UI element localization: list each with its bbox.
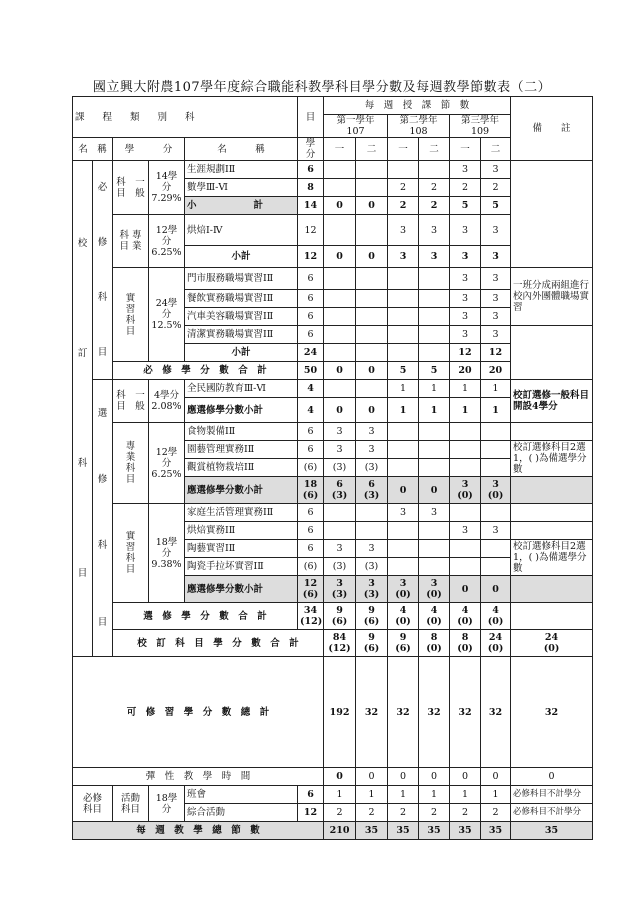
cell: 35 xyxy=(481,822,511,840)
cell xyxy=(324,268,356,290)
sem: 一 xyxy=(450,138,481,161)
cell xyxy=(450,459,481,477)
cell: (6) xyxy=(298,459,324,477)
cell: 2 xyxy=(356,804,388,822)
cell xyxy=(388,423,419,441)
cell xyxy=(324,326,356,344)
subject-name: 全民國防教育Ⅲ-Ⅵ xyxy=(185,380,298,398)
subject-name: 生涯規劃ⅠⅡ xyxy=(185,161,298,179)
group-general-credits: 14學分 7.29% xyxy=(149,161,185,215)
group-general-elective: 科 一 目 般 xyxy=(113,380,149,423)
cell: (3) xyxy=(356,459,388,477)
cell: 1 xyxy=(481,380,511,398)
flex-time-label: 彈 性 教 學 時 間 xyxy=(73,768,324,786)
group-professional-elective-credits: 12學分 6.25% xyxy=(149,423,185,504)
cell: 18 (6) xyxy=(298,477,324,504)
cell: 6 xyxy=(298,522,324,540)
cell: 20 xyxy=(450,362,481,380)
note-empty xyxy=(511,576,593,603)
cell: 3 xyxy=(450,161,481,179)
sem: 一 xyxy=(388,138,419,161)
cell: 6 xyxy=(298,786,324,804)
cell: 3 xyxy=(481,215,511,246)
note-group-practice: 一班分成兩組進行校內外團體職場實習 xyxy=(511,268,593,326)
cell: 0 xyxy=(324,398,356,423)
cell xyxy=(450,540,481,558)
cell: 3 xyxy=(450,522,481,540)
cell: 3 (3) xyxy=(324,576,356,603)
cell: 2 xyxy=(419,804,450,822)
subject-name: 家庭生活管理實務ⅠⅡ xyxy=(185,504,298,522)
elective-total-label: 選 修 學 分 數 合 計 xyxy=(113,603,298,630)
cell xyxy=(481,504,511,522)
cell: 0 xyxy=(356,398,388,423)
cell: 1 xyxy=(388,398,419,423)
cell xyxy=(356,522,388,540)
curriculum-table xyxy=(72,96,593,840)
cell: 9 (6) xyxy=(356,603,388,630)
header-xue: 學 分 xyxy=(113,138,185,161)
cell: 2 xyxy=(388,804,419,822)
cell: 3 xyxy=(481,308,511,326)
cell: 192 xyxy=(324,657,356,768)
subject-name: 綜合活動 xyxy=(185,804,298,822)
cell: 3 xyxy=(388,504,419,522)
cell: 4 (0) xyxy=(450,603,481,630)
note-activity: 必修科目不計學分 xyxy=(511,804,593,822)
cell: 3 xyxy=(450,290,481,308)
note-empty xyxy=(511,504,593,522)
cell: (3) xyxy=(324,558,356,576)
cell: 0 xyxy=(324,246,356,268)
cell: 6 (3) xyxy=(324,477,356,504)
cell: 2 xyxy=(450,804,481,822)
cell xyxy=(388,540,419,558)
cell: 0 xyxy=(356,768,388,786)
subject-name: 班會 xyxy=(185,786,298,804)
cell: 3 xyxy=(481,522,511,540)
cell: 32 xyxy=(356,657,388,768)
sem: 一 xyxy=(324,138,356,161)
cell xyxy=(388,308,419,326)
cell xyxy=(481,558,511,576)
cell: 0 xyxy=(481,576,511,603)
cell: 84 (12) xyxy=(324,630,356,657)
cell xyxy=(419,522,450,540)
cell: 6 xyxy=(298,504,324,522)
subtotal-label: 應選修學分數小計 xyxy=(185,477,298,504)
cell xyxy=(324,504,356,522)
cell: 34 (12) xyxy=(298,603,324,630)
cell: 3 xyxy=(481,246,511,268)
cell: 3 xyxy=(481,290,511,308)
cell: 6 xyxy=(298,423,324,441)
cell: 1 xyxy=(324,786,356,804)
cell xyxy=(419,344,450,362)
cell: 0 xyxy=(356,246,388,268)
required-total-label: 必 修 學 分 數 合 計 xyxy=(113,362,298,380)
cell: 2 xyxy=(481,179,511,197)
cell: 0 xyxy=(324,362,356,380)
cell xyxy=(356,290,388,308)
cell: 3 xyxy=(419,215,450,246)
cell: 0 xyxy=(450,576,481,603)
cell: 32 xyxy=(419,657,450,768)
cell: (3) xyxy=(324,459,356,477)
cell: 50 xyxy=(298,362,324,380)
cell xyxy=(481,459,511,477)
header-name2: 名 稱 xyxy=(185,138,298,161)
cell: 8 xyxy=(298,179,324,197)
cell: 1 xyxy=(450,786,481,804)
cell: 3 (0) xyxy=(388,576,419,603)
header-note: 備 註 xyxy=(511,97,593,161)
cell: 4 (0) xyxy=(388,603,419,630)
cell: 3 xyxy=(481,326,511,344)
cell xyxy=(324,290,356,308)
cell: 2 xyxy=(450,179,481,197)
cell: 3 xyxy=(356,423,388,441)
cell xyxy=(388,326,419,344)
cell: 3 xyxy=(356,540,388,558)
cell: 1 xyxy=(388,786,419,804)
cell xyxy=(419,268,450,290)
page-title: 國立興大附農107學年度綜合職能科教學科目學分數及每週教學節數表（二） xyxy=(92,80,552,95)
cell xyxy=(388,161,419,179)
note-homeroom: 必修科目不計學分 xyxy=(511,786,593,804)
header-year3: 第三學年 109 xyxy=(450,115,511,138)
cell: 35 xyxy=(511,822,593,840)
cell: 35 xyxy=(356,822,388,840)
subtotal-label: 小 計 xyxy=(185,197,298,215)
cell: (3) xyxy=(356,558,388,576)
cell: 6 xyxy=(298,326,324,344)
note-professional-elective: 校訂選修科目2選1，( )為備選學分數 xyxy=(511,441,593,477)
header-weekly: 每 週 授 課 節 數 xyxy=(324,97,511,115)
cell xyxy=(388,441,419,459)
cell: 0 xyxy=(511,768,593,786)
cell xyxy=(388,344,419,362)
cell xyxy=(419,459,450,477)
cell: 0 xyxy=(388,768,419,786)
cell: 9 (6) xyxy=(388,630,419,657)
sem: 二 xyxy=(356,138,388,161)
subject-name: 觀賞植物栽培ⅠⅡ xyxy=(185,459,298,477)
note-empty xyxy=(511,161,593,268)
cell: 24 (0) xyxy=(511,630,593,657)
cell: 1 xyxy=(388,380,419,398)
note-empty xyxy=(511,423,593,441)
cell xyxy=(324,215,356,246)
cell: 6 xyxy=(298,268,324,290)
cell: 4 (0) xyxy=(419,603,450,630)
subtotal-label: 小計 xyxy=(185,246,298,268)
cell: 6 xyxy=(298,161,324,179)
cell: 12 xyxy=(298,804,324,822)
grand-total-label: 可 修 習 學 分 數 總 計 xyxy=(73,657,324,768)
cell xyxy=(419,161,450,179)
cell xyxy=(481,423,511,441)
subject-name: 陶瓷手拉坏實習ⅠⅡ xyxy=(185,558,298,576)
cell: 3 (0) xyxy=(481,477,511,504)
cell: 3 xyxy=(481,268,511,290)
cell xyxy=(419,308,450,326)
cell: 0 xyxy=(356,362,388,380)
cell: 1 xyxy=(419,786,450,804)
note-empty xyxy=(511,326,593,380)
cell xyxy=(388,558,419,576)
cell xyxy=(388,290,419,308)
cell: 3 xyxy=(324,423,356,441)
cell: 3 xyxy=(481,161,511,179)
cell: 3 xyxy=(324,441,356,459)
group-practice-elective: 實 習 科 目 xyxy=(113,504,149,603)
cell xyxy=(419,540,450,558)
group-practice-elective-credits: 18學分 9.38% xyxy=(149,504,185,603)
subtotal-label: 應選修學分數小計 xyxy=(185,398,298,423)
cell: 24 (0) xyxy=(481,630,511,657)
cell: 24 xyxy=(298,344,324,362)
note-general-elective: 校訂選修一般科目開設4學分 xyxy=(511,380,593,423)
group-professional-credits: 12學分 6.25% xyxy=(149,215,185,268)
cell: 3 xyxy=(419,246,450,268)
cell: 2 xyxy=(388,197,419,215)
cell: 1 xyxy=(419,398,450,423)
cell: 2 xyxy=(419,197,450,215)
cell: 0 xyxy=(450,768,481,786)
header-credit: 學 分 xyxy=(298,138,324,161)
cell xyxy=(419,423,450,441)
cell: 1 xyxy=(481,398,511,423)
cell: 9 (6) xyxy=(324,603,356,630)
cell xyxy=(481,540,511,558)
subject-name: 清潔實務職場實習ⅠⅡ xyxy=(185,326,298,344)
cell: 32 xyxy=(481,657,511,768)
cell: 1 xyxy=(450,398,481,423)
cell: 8 (0) xyxy=(419,630,450,657)
cell xyxy=(388,522,419,540)
cell: 8 (0) xyxy=(450,630,481,657)
group-practice: 實 習 科 目 xyxy=(113,268,149,362)
cell xyxy=(419,441,450,459)
cell: 4 (0) xyxy=(481,603,511,630)
cell: 3 xyxy=(419,504,450,522)
cell: 12 xyxy=(298,246,324,268)
subject-name: 烘焙Ⅰ-Ⅳ xyxy=(185,215,298,246)
cell xyxy=(450,441,481,459)
cell: 1 xyxy=(356,786,388,804)
cell xyxy=(324,161,356,179)
note-empty xyxy=(511,477,593,504)
cell: 1 xyxy=(419,380,450,398)
cell xyxy=(356,308,388,326)
cell xyxy=(419,290,450,308)
cell: 0 xyxy=(324,197,356,215)
cell: 3 xyxy=(450,268,481,290)
cell xyxy=(356,326,388,344)
cell: 3 (0) xyxy=(450,477,481,504)
cell xyxy=(324,522,356,540)
cell: 14 xyxy=(298,197,324,215)
sem: 二 xyxy=(419,138,450,161)
cell xyxy=(450,504,481,522)
cell: (6) xyxy=(298,558,324,576)
cell: 2 xyxy=(388,179,419,197)
cell: 3 xyxy=(450,215,481,246)
cell xyxy=(324,344,356,362)
subject-name: 汽車美容職場實習ⅠⅡ xyxy=(185,308,298,326)
cell: 6 xyxy=(298,540,324,558)
cell: 1 xyxy=(481,786,511,804)
subject-name: 烘焙實務ⅠⅡ xyxy=(185,522,298,540)
sem: 二 xyxy=(481,138,511,161)
cell: 0 xyxy=(481,768,511,786)
cell: 35 xyxy=(419,822,450,840)
cell xyxy=(324,179,356,197)
header-course: 課程類別科 xyxy=(73,97,298,138)
cell: 35 xyxy=(388,822,419,840)
cell: 2 xyxy=(481,804,511,822)
group-professional: 科 專 目 業 xyxy=(113,215,149,268)
header-name: 名 稱 xyxy=(73,138,113,161)
cell xyxy=(356,161,388,179)
cell: 35 xyxy=(450,822,481,840)
side-school: 校 訂 科 目 xyxy=(73,161,93,657)
subject-name: 餐飲實務職場實習ⅠⅡ xyxy=(185,290,298,308)
group-general: 科 一 目 般 xyxy=(113,161,149,215)
cell: 32 xyxy=(388,657,419,768)
cell: 12 xyxy=(298,215,324,246)
cell: 3 (0) xyxy=(419,576,450,603)
side-elective: 選 修 科 目 xyxy=(93,380,113,657)
cell: 2 xyxy=(324,804,356,822)
cell: 210 xyxy=(324,822,356,840)
cell: 3 xyxy=(450,326,481,344)
must-subject-label: 必修 科目 xyxy=(73,786,113,822)
cell: 3 xyxy=(324,540,356,558)
school-total-label: 校 訂 科 目 學 分 數 合 計 xyxy=(113,630,324,657)
cell xyxy=(450,423,481,441)
cell: 3 xyxy=(388,246,419,268)
note-empty xyxy=(511,522,593,540)
cell xyxy=(324,380,356,398)
cell xyxy=(419,326,450,344)
group-general-elective-credits: 4學分 2.08% xyxy=(149,380,185,423)
cell: 20 xyxy=(481,362,511,380)
cell: 3 xyxy=(356,441,388,459)
cell: 3 xyxy=(450,308,481,326)
cell: 5 xyxy=(481,197,511,215)
note-practice-elective: 校訂選修科目2選1，( )為備選學分數 xyxy=(511,540,593,576)
cell: 3 xyxy=(388,215,419,246)
cell: 1 xyxy=(450,380,481,398)
group-practice-credits: 24學分 12.5% xyxy=(149,268,185,362)
cell: 9 (6) xyxy=(356,630,388,657)
cell: 12 (6) xyxy=(298,576,324,603)
cell: 4 xyxy=(298,380,324,398)
subject-name: 陶藝實習ⅠⅡ xyxy=(185,540,298,558)
activity-subject-label: 活動 科目 xyxy=(113,786,149,822)
cell: 6 xyxy=(298,290,324,308)
group-professional-elective: 專 業 科 目 xyxy=(113,423,149,504)
subtotal-label: 應選修學分數小計 xyxy=(185,576,298,603)
cell xyxy=(356,504,388,522)
subject-name: 園藝管理實務ⅠⅡ xyxy=(185,441,298,459)
side-required: 必 修 科 目 xyxy=(93,161,113,380)
cell xyxy=(356,179,388,197)
cell: 2 xyxy=(419,179,450,197)
header-year2: 第二學年 108 xyxy=(388,115,450,138)
cell xyxy=(356,380,388,398)
cell xyxy=(324,308,356,326)
cell: 0 xyxy=(388,477,419,504)
cell: 3 xyxy=(450,246,481,268)
cell: 4 xyxy=(298,398,324,423)
cell: 5 xyxy=(419,362,450,380)
note-empty xyxy=(511,603,593,630)
cell xyxy=(356,344,388,362)
cell: 6 (3) xyxy=(356,477,388,504)
cell: 32 xyxy=(450,657,481,768)
cell xyxy=(388,459,419,477)
cell: 12 xyxy=(450,344,481,362)
activity-hours: 18學分 xyxy=(149,786,185,822)
cell: 32 xyxy=(511,657,593,768)
subject-name: 數學Ⅲ-Ⅵ xyxy=(185,179,298,197)
subject-name: 門市服務職場實習ⅠⅡ xyxy=(185,268,298,290)
cell: 5 xyxy=(450,197,481,215)
cell xyxy=(356,215,388,246)
cell xyxy=(450,558,481,576)
cell: 0 xyxy=(324,768,356,786)
header-year1: 第一學年 107 xyxy=(324,115,388,138)
subtotal-label: 小計 xyxy=(185,344,298,362)
cell xyxy=(388,268,419,290)
cell: 6 xyxy=(298,308,324,326)
cell xyxy=(419,558,450,576)
cell: 0 xyxy=(419,768,450,786)
cell: 3 (3) xyxy=(356,576,388,603)
cell: 12 xyxy=(481,344,511,362)
weekly-total-label: 每 週 教 學 總 節 數 xyxy=(73,822,324,840)
subject-name: 食物製備ⅠⅡ xyxy=(185,423,298,441)
cell: 6 xyxy=(298,441,324,459)
cell: 5 xyxy=(388,362,419,380)
cell: 0 xyxy=(419,477,450,504)
header-mu: 目 xyxy=(298,97,324,138)
cell xyxy=(356,268,388,290)
cell: 0 xyxy=(356,197,388,215)
cell xyxy=(481,441,511,459)
